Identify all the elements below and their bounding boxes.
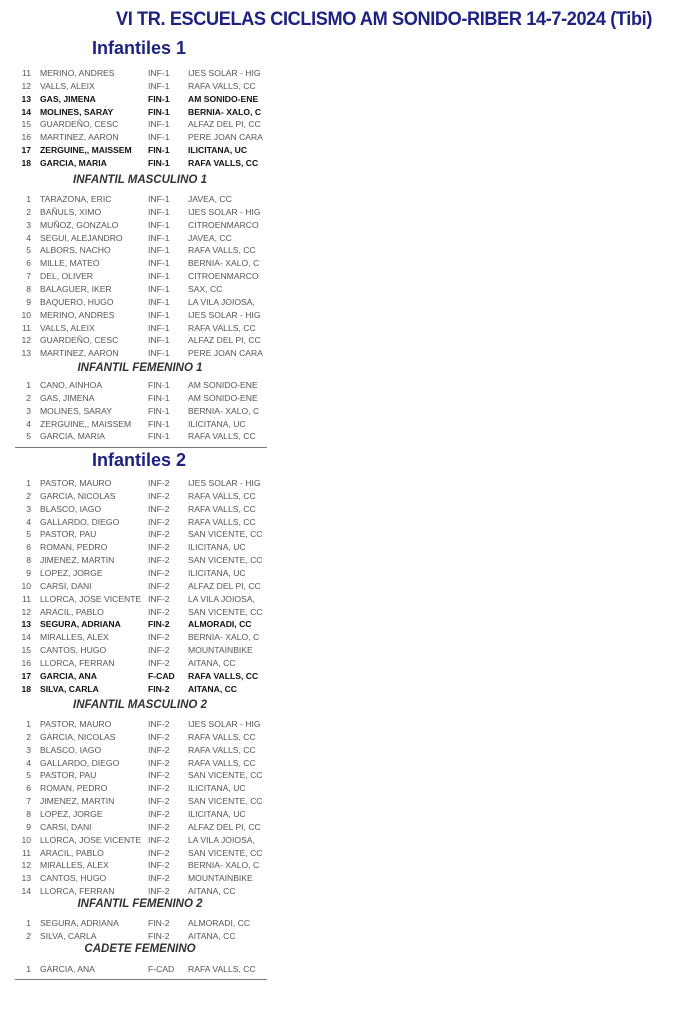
- category: INF-2: [148, 886, 170, 897]
- category: INF-2: [148, 580, 170, 591]
- rider-name: PASTOR, MAURO: [40, 719, 112, 729]
- position: 17: [21, 145, 31, 156]
- club: SAN VICENTE, CC: [188, 529, 263, 540]
- rider-name: GARCIA, NICOLAS: [40, 490, 116, 501]
- category: INF-2: [148, 834, 170, 845]
- rider-name: GARCIA, MARIA: [40, 157, 107, 168]
- rider-name: CANTOS, HUGO: [40, 645, 107, 656]
- position: 13: [21, 93, 31, 104]
- position: 2: [26, 731, 31, 742]
- rider-name: BAÑULS, XIMO: [40, 206, 102, 217]
- rider-name: PASTOR, PAU: [40, 770, 97, 781]
- position: 5: [26, 770, 31, 781]
- rider-name: ROMAN, PEDRO: [40, 542, 108, 553]
- club: AITANA, CC: [188, 657, 236, 668]
- rider-name: MUÑOZ, GONZALO: [40, 219, 119, 230]
- category: FIN-1: [148, 418, 170, 429]
- position: 12: [21, 80, 31, 91]
- position: 9: [26, 296, 31, 307]
- position: 11: [22, 847, 31, 858]
- position: 16: [21, 657, 31, 668]
- club: ILICITANA, UC: [188, 783, 246, 794]
- club: SAN VICENTE, CC: [188, 555, 263, 566]
- category-heading: INFANTIL MASCULINO 1: [73, 174, 207, 186]
- club: LA VILA JOIOSA,: [188, 834, 255, 845]
- rider-name: MERINO, ANDRES: [40, 309, 115, 320]
- category-heading: INFANTIL FEMENINO 1: [77, 362, 203, 374]
- category: INF-2: [148, 731, 170, 742]
- rider-name: DEL, OLIVER: [40, 271, 94, 282]
- rider-name: SEGURA, ADRIANA: [40, 918, 119, 928]
- club: RAFA VALLS, CC: [188, 503, 256, 514]
- category: FIN-1: [148, 157, 170, 168]
- category: FIN-1: [148, 380, 170, 390]
- group-heading: Infantiles 2: [92, 450, 187, 470]
- category: FIN-2: [148, 619, 170, 630]
- category: F-CAD: [148, 964, 175, 974]
- category: INF-2: [148, 490, 170, 501]
- rider-name: LLORCA, JOSE VICENTE: [40, 834, 142, 845]
- position: 11: [22, 322, 31, 333]
- position: 4: [26, 516, 31, 527]
- category: INF-2: [148, 503, 170, 514]
- category: FIN-2: [148, 683, 170, 694]
- club: RAFA VALLS, CC: [188, 516, 256, 527]
- category: FIN-1: [148, 145, 170, 156]
- rider-name: GUARDEÑO, CESC: [40, 119, 119, 130]
- position: 11: [22, 593, 31, 604]
- position: 12: [21, 335, 31, 346]
- rider-name: ARACIL, PABLO: [40, 606, 104, 617]
- category: INF-2: [148, 529, 170, 540]
- rider-name: BALAGUER, IKER: [40, 283, 112, 294]
- position: 7: [26, 271, 31, 282]
- category: INF-2: [148, 606, 170, 617]
- position: 9: [26, 567, 31, 578]
- category-heading: INFANTIL MASCULINO 2: [73, 699, 207, 711]
- rider-name: GARCIA, ANA: [40, 670, 97, 681]
- category: INF-1: [148, 296, 170, 307]
- category: INF-1: [148, 271, 170, 282]
- club: LA VILA JOIOSA,: [188, 593, 255, 604]
- position: 13: [21, 873, 31, 884]
- category-heading: CADETE FEMENINO: [84, 943, 196, 955]
- club: BERNIA- XALO, C: [188, 405, 260, 416]
- rider-name: GARCIA, NICOLAS: [40, 731, 116, 742]
- position: 2: [26, 490, 31, 501]
- rider-name: BLASCO, IAGO: [40, 503, 102, 514]
- rider-name: BAQUERO, HUGO: [40, 296, 114, 307]
- position: 14: [21, 886, 31, 897]
- position: 3: [26, 503, 31, 514]
- club: AITANA, CC: [188, 886, 236, 897]
- club: ILICITANA, UC: [188, 542, 246, 553]
- club: BERNIA- XALO, C: [188, 106, 262, 117]
- club: ALFAZ DEL PI, CC: [188, 580, 261, 591]
- position: 2: [26, 930, 31, 941]
- category: INF-1: [148, 119, 170, 130]
- position: 1: [26, 380, 31, 390]
- club: AITANA, CC: [188, 930, 236, 941]
- club: RAFA VALLS, CC: [188, 431, 256, 442]
- position: 8: [26, 555, 31, 566]
- club: RAFA VALLS, CC: [188, 964, 256, 974]
- rider-name: GALLARDO, DIEGO: [40, 516, 120, 527]
- rider-name: ZERGUINE,, MAISSEM: [40, 418, 132, 429]
- category: INF-1: [148, 348, 170, 359]
- position: 3: [26, 405, 31, 416]
- club: BERNIA- XALO, C: [188, 632, 260, 643]
- club: IJES SOLAR - HIG: [188, 309, 261, 320]
- category-heading: INFANTIL FEMENINO 2: [77, 898, 203, 910]
- position: 12: [21, 860, 31, 871]
- position: 15: [21, 645, 31, 656]
- rider-name: MERINO, ANDRES: [40, 68, 115, 78]
- category: F-CAD: [148, 670, 175, 681]
- category: FIN-1: [148, 431, 170, 442]
- rider-name: SILVA, CARLA: [40, 930, 97, 941]
- category: INF-2: [148, 645, 170, 656]
- position: 1: [26, 719, 31, 729]
- club: IJES SOLAR - HIG: [188, 206, 261, 217]
- rider-name: VALLS, ALEIX: [40, 322, 95, 333]
- category: INF-2: [148, 821, 170, 832]
- category: FIN-2: [148, 930, 170, 941]
- category: INF-2: [148, 808, 170, 819]
- rider-name: SILVA, CARLA: [40, 683, 99, 694]
- group-heading: Infantiles 1: [92, 38, 187, 58]
- rider-name: MIRALLES, ALEX: [40, 860, 109, 871]
- position: 3: [26, 219, 31, 230]
- category: FIN-1: [148, 93, 170, 104]
- category: INF-1: [148, 335, 170, 346]
- category: INF-1: [148, 258, 170, 269]
- position: 8: [26, 808, 31, 819]
- rider-name: CANTOS, HUGO: [40, 873, 107, 884]
- position: 9: [26, 821, 31, 832]
- club: PERE JOAN CARA: [188, 348, 263, 359]
- club: MOUNTAINBIKE: [188, 873, 253, 884]
- category: INF-2: [148, 860, 170, 871]
- club: RAFA VALLS, CC: [188, 731, 256, 742]
- category: INF-2: [148, 783, 170, 794]
- position: 6: [26, 783, 31, 794]
- category: INF-1: [148, 68, 170, 78]
- category: INF-2: [148, 719, 170, 729]
- club: PERE JOAN CARA: [188, 132, 263, 143]
- position: 8: [26, 283, 31, 294]
- club: BERNIA- XALO, C: [188, 258, 260, 269]
- club: SAN VICENTE, CC: [188, 606, 263, 617]
- club: ALMORADI, CC: [188, 918, 251, 928]
- rider-name: MIRALLES, ALEX: [40, 632, 109, 643]
- club: ALFAZ DEL PI, CC: [188, 821, 261, 832]
- category: INF-2: [148, 873, 170, 884]
- position: 10: [21, 834, 31, 845]
- club: ALFAZ DEL PI, CC: [188, 335, 261, 346]
- club: SAN VICENTE, CC: [188, 847, 263, 858]
- club: IJES SOLAR - HIG: [188, 478, 261, 488]
- rider-name: TARAZONA, ERIC: [40, 194, 112, 204]
- category: INF-1: [148, 232, 170, 243]
- club: AM SONIDO-ENE: [188, 93, 259, 104]
- club: ILICITANA, UC: [188, 418, 246, 429]
- document-title: VI TR. ESCUELAS CICLISMO AM SONIDO-RIBER 14-7-2024 (Tibi): [116, 8, 653, 30]
- category: INF-1: [148, 322, 170, 333]
- club: LA VILA JOIOSA,: [188, 296, 255, 307]
- category: INF-2: [148, 516, 170, 527]
- position: 16: [21, 132, 31, 143]
- club: RAFA VALLS, CC: [188, 744, 256, 755]
- rider-name: VALLS, ALEIX: [40, 80, 95, 91]
- club: SAX, CC: [188, 283, 223, 294]
- rider-name: MILLE, MATEO: [40, 258, 100, 269]
- category: INF-1: [148, 283, 170, 294]
- category: INF-1: [148, 206, 170, 217]
- rider-name: CARSI, DANI: [40, 580, 92, 591]
- club: AM SONIDO-ENE: [188, 392, 258, 403]
- rider-name: GUARDEÑO, CESC: [40, 335, 119, 346]
- club: ILICITANA, UC: [188, 808, 246, 819]
- category: INF-2: [148, 757, 170, 768]
- rider-name: CANO, AINHOA: [40, 380, 103, 390]
- category: INF-2: [148, 567, 170, 578]
- club: ALMORADI, CC: [188, 619, 252, 630]
- position: 11: [22, 68, 31, 78]
- rider-name: JIMENEZ, MARTIN: [40, 796, 115, 807]
- rider-name: SEGURA, ADRIANA: [40, 619, 121, 630]
- rider-name: LLORCA, FERRAN: [40, 886, 115, 897]
- position: 5: [26, 431, 31, 442]
- position: 1: [26, 194, 31, 204]
- club: RAFA VALLS, CC: [188, 322, 256, 333]
- rider-name: BLASCO, IAGO: [40, 744, 102, 755]
- rider-name: MARTINEZ, AARON: [40, 348, 119, 359]
- category: INF-1: [148, 132, 170, 143]
- club: ILICITANA, UC: [188, 567, 246, 578]
- position: 13: [21, 619, 31, 630]
- rider-name: ALBORS, NACHO: [40, 245, 111, 256]
- club: RAFA VALLS, CC: [188, 670, 259, 681]
- category: INF-2: [148, 657, 170, 668]
- position: 14: [21, 632, 31, 643]
- category: INF-2: [148, 847, 170, 858]
- position: 17: [21, 670, 31, 681]
- rider-name: JIMENEZ, MARTIN: [40, 555, 115, 566]
- rider-name: ARACIL, PABLO: [40, 847, 104, 858]
- rider-name: GARCIA, MARIA: [40, 431, 105, 442]
- rider-name: LLORCA, JOSE VICENTE: [40, 593, 142, 604]
- position: 4: [26, 757, 31, 768]
- category: INF-1: [148, 194, 170, 204]
- position: 18: [21, 683, 31, 694]
- position: 2: [26, 206, 31, 217]
- club: AM SONIDO-ENE: [188, 380, 258, 390]
- rider-name: LOPEZ, JORGE: [40, 567, 103, 578]
- category: INF-2: [148, 593, 170, 604]
- category: INF-1: [148, 219, 170, 230]
- rider-name: MOLINES, SARAY: [40, 106, 114, 117]
- club: CITROENMARCO: [188, 219, 259, 230]
- position: 10: [21, 580, 31, 591]
- category: INF-1: [148, 80, 170, 91]
- rider-name: GAS, JIMENA: [40, 392, 95, 403]
- rider-name: MARTINEZ, AARON: [40, 132, 119, 143]
- rider-name: GAS, JIMENA: [40, 93, 96, 104]
- position: 14: [21, 106, 31, 117]
- category: INF-1: [148, 245, 170, 256]
- club: RAFA VALLS, CC: [188, 757, 256, 768]
- position: 1: [26, 964, 31, 974]
- rider-name: ROMAN, PEDRO: [40, 783, 108, 794]
- position: 13: [21, 348, 31, 359]
- position: 1: [26, 918, 31, 928]
- position: 15: [21, 119, 31, 130]
- position: 2: [26, 392, 31, 403]
- position: 4: [26, 418, 31, 429]
- position: 5: [26, 529, 31, 540]
- club: RAFA VALLS, CC: [188, 245, 256, 256]
- category: INF-2: [148, 632, 170, 643]
- category: INF-2: [148, 744, 170, 755]
- divider: [15, 979, 267, 980]
- club: RAFA VALLS, CC: [188, 490, 256, 501]
- rider-name: PASTOR, MAURO: [40, 478, 112, 488]
- rider-name: LOPEZ, JORGE: [40, 808, 103, 819]
- position: 6: [26, 258, 31, 269]
- category: INF-1: [148, 309, 170, 320]
- category: FIN-1: [148, 392, 170, 403]
- rider-name: SEGUI, ALEJANDRO: [40, 232, 123, 243]
- position: 10: [21, 309, 31, 320]
- rider-name: GARCIA, ANA: [40, 964, 95, 974]
- club: MOUNTAINBIKE: [188, 645, 253, 656]
- club: CITROENMARCO: [188, 271, 259, 282]
- club: AITANA, CC: [188, 683, 238, 694]
- position: 7: [26, 796, 31, 807]
- position: 3: [26, 744, 31, 755]
- category: FIN-1: [148, 405, 170, 416]
- rider-name: LLORCA, FERRAN: [40, 657, 115, 668]
- category: INF-2: [148, 478, 170, 488]
- club: RAFA VALLS, CC: [188, 80, 256, 91]
- position: 12: [21, 606, 31, 617]
- category: INF-2: [148, 770, 170, 781]
- rider-name: ZERGUINE,, MAISSEM: [40, 145, 132, 156]
- rider-name: CARSI, DANI: [40, 821, 92, 832]
- category: FIN-1: [148, 106, 170, 117]
- club: RAFA VALLS, CC: [188, 157, 259, 168]
- club: ALFAZ DEL PI, CC: [188, 119, 261, 130]
- club: SAN VICENTE, CC: [188, 770, 263, 781]
- club: ILICITANA, UC: [188, 145, 248, 156]
- position: 18: [21, 157, 31, 168]
- club: IJES SOLAR - HIG: [188, 719, 261, 729]
- category: FIN-2: [148, 918, 170, 928]
- rider-name: GALLARDO, DIEGO: [40, 757, 120, 768]
- category: INF-2: [148, 542, 170, 553]
- rider-name: PASTOR, PAU: [40, 529, 97, 540]
- rider-name: MOLINES, SARAY: [40, 405, 112, 416]
- position: 6: [26, 542, 31, 553]
- club: IJES SOLAR - HIG: [188, 68, 261, 78]
- position: 4: [26, 232, 31, 243]
- category: INF-2: [148, 555, 170, 566]
- club: BERNIA- XALO, C: [188, 860, 260, 871]
- position: 1: [26, 478, 31, 488]
- club: JAVEA, CC: [188, 232, 232, 243]
- club: SAN VICENTE, CC: [188, 796, 263, 807]
- club: JAVEA, CC: [188, 194, 232, 204]
- divider: [15, 447, 267, 448]
- category: INF-2: [148, 796, 170, 807]
- position: 5: [26, 245, 31, 256]
